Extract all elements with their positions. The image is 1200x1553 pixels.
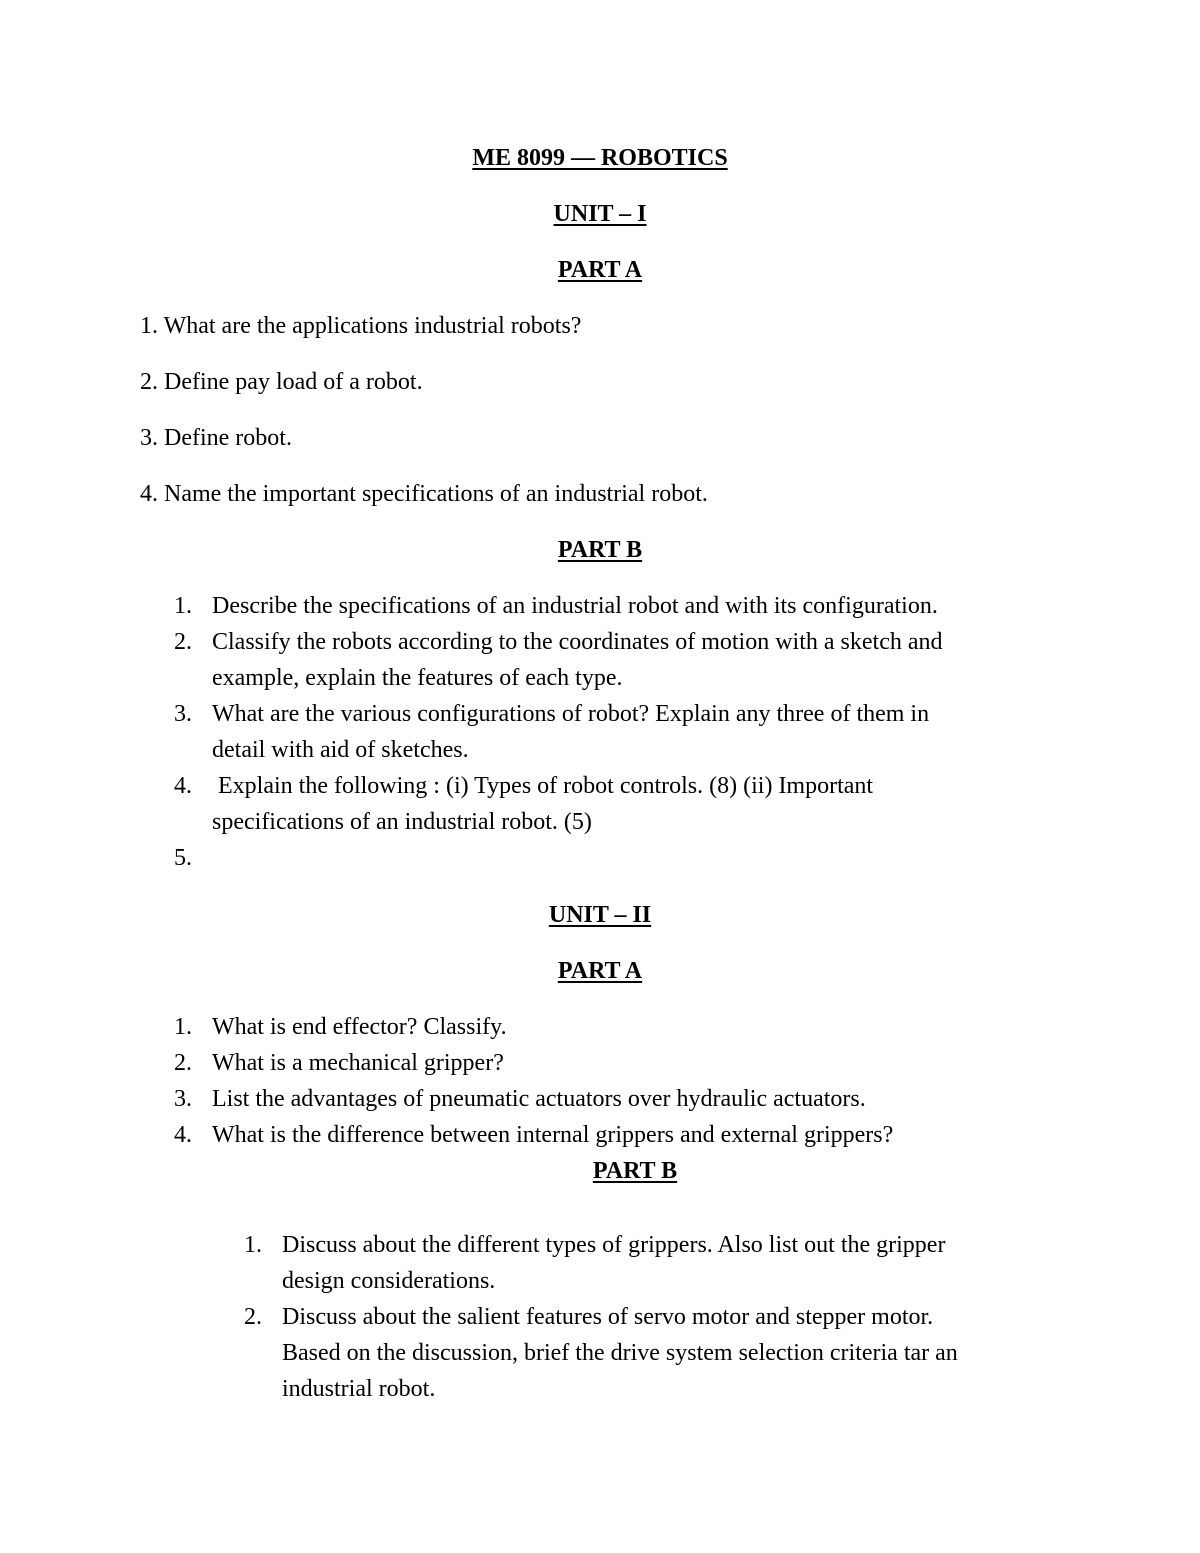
question-number: 2.: [140, 369, 158, 395]
question-text: What is end effector? Classify.: [212, 1014, 507, 1040]
question-text: What are the applications industrial robots?: [163, 313, 582, 339]
question-number: 1.: [174, 1014, 192, 1040]
question-text-line: design considerations.: [282, 1268, 496, 1294]
question-text-line: What are the various configurations of robot? Explain any three of them in: [212, 701, 930, 727]
question-number: 2.: [244, 1304, 262, 1330]
question-item: [140, 313, 581, 340]
unit-2-heading: UNIT – II: [548, 902, 652, 928]
question-number: 1.: [174, 593, 192, 619]
question-number: 2.: [174, 629, 192, 655]
question-text-line: example, explain the features of each type.: [212, 665, 623, 691]
question-number: 3.: [140, 425, 158, 451]
question-number: 3.: [174, 1086, 192, 1112]
question-number: 3.: [174, 701, 192, 727]
question-item: [140, 481, 708, 508]
question-text-line: industrial robot.: [282, 1376, 436, 1402]
document-title: ME 8099 — ROBOTICS: [472, 145, 728, 171]
question-text-line: specifications of an industrial robot. (5): [212, 809, 592, 835]
question-text: Define pay load of a robot.: [164, 369, 423, 395]
question-text-line: detail with aid of sketches.: [212, 737, 469, 763]
question-text: Define robot.: [164, 425, 292, 451]
question-text-line: Based on the discussion, brief the drive system selection criteria tar an: [282, 1340, 958, 1366]
question-number: 4.: [174, 773, 192, 799]
question-item: [140, 369, 423, 396]
question-number: 5.: [174, 845, 192, 871]
unit-1-heading: UNIT – I: [553, 201, 647, 227]
question-text-line: Describe the specifications of an industrial robot and with its configuration.: [212, 593, 938, 619]
question-item: [140, 425, 292, 452]
question-number: 4.: [140, 481, 158, 507]
question-text-line: Classify the robots according to the coordinates of motion with a sketch and: [212, 629, 943, 655]
question-text-line: Discuss about the different types of grippers. Also list out the gripper: [282, 1232, 946, 1258]
question-number: 1.: [244, 1232, 262, 1258]
question-text: Name the important specifications of an industrial robot.: [164, 481, 708, 507]
unit-1-part-a-heading: PART A: [557, 257, 643, 283]
question-text: What is the difference between internal grippers and external grippers?: [212, 1122, 894, 1148]
question-number: 1.: [140, 313, 158, 339]
question-number: 2.: [174, 1050, 192, 1076]
unit-1-part-b-heading: PART B: [557, 537, 643, 563]
question-text-line: Discuss about the salient features of servo motor and stepper motor.: [282, 1304, 934, 1330]
unit-2-part-a-heading: PART A: [557, 958, 643, 984]
unit-2-part-b-heading: PART B: [592, 1158, 678, 1184]
question-text: List the advantages of pneumatic actuators over hydraulic actuators.: [212, 1086, 866, 1112]
question-number: 4.: [174, 1122, 192, 1148]
question-text-line: Explain the following : (i) Types of robot controls. (8) (ii) Important: [212, 773, 874, 799]
question-text: What is a mechanical gripper?: [212, 1050, 504, 1076]
